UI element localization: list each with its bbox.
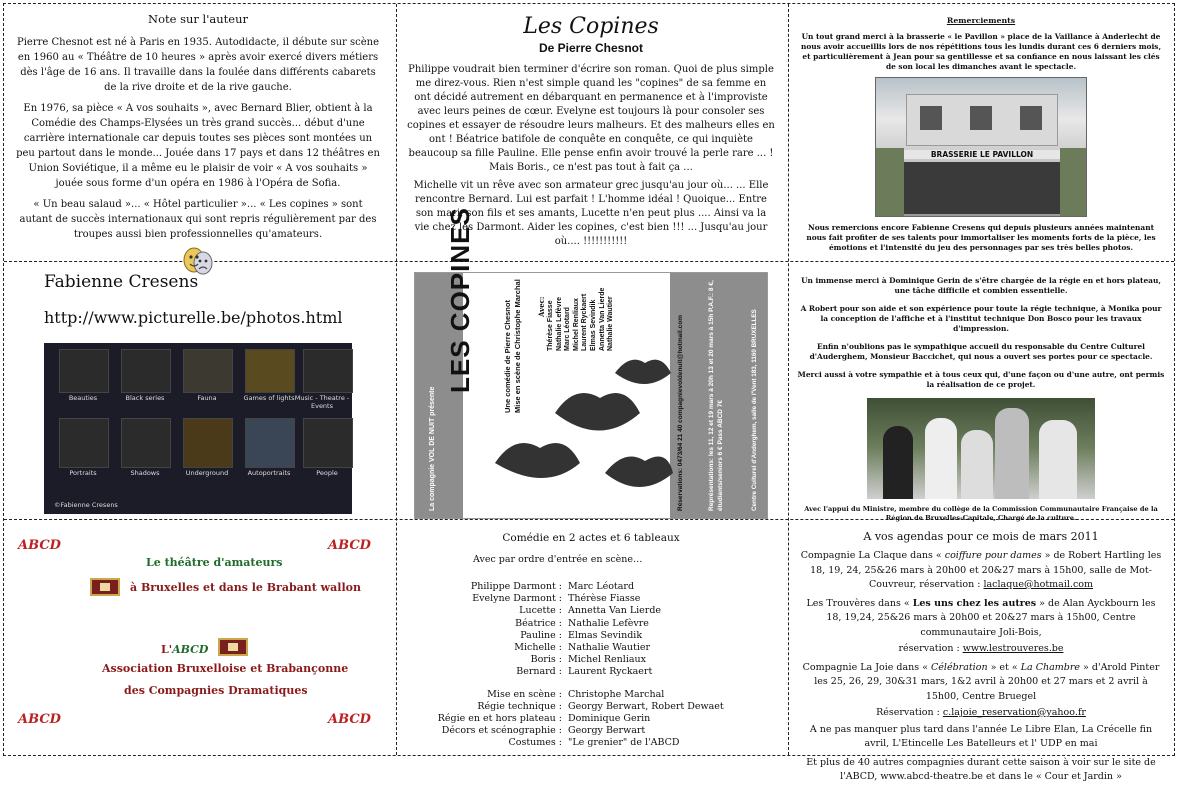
cast-actor: Elmas Sevindik xyxy=(568,629,643,641)
agenda-e3-details: » d'Arold Pinter les 25, 26, 29, 30&31 mars, 1&2 avril à 20h00 et 27 mars et 2 avril à 15h00, Centre Bruegel xyxy=(814,661,1160,702)
cast-row xyxy=(465,581,664,593)
stage-icon xyxy=(90,578,120,596)
cast-row xyxy=(465,618,664,630)
agenda-e2-play: Les uns chez les autres xyxy=(912,597,1037,609)
thumb-people xyxy=(303,418,353,468)
poster-cast-2: Marc Léotard xyxy=(564,307,572,351)
thanks-p1: Un tout grand merci à la brasserie « le Pavillon » place de la Vaillance à Anderlecht de nous avoir accueillis lors de nos répétitions tous les lundis durant ces 6 derniers mois, et particulièrement à Jean pour sa gentillesse et sa confiance en nous laissant les clés de son local les dimanches avant le spectacle. xyxy=(800,32,1162,71)
agenda-event-5: Et plus de 40 autres compagnies durant cette saison à voir sur le site de l'ABCD, www.abcd-theatre.be et dans le « Cour et Jardin » xyxy=(806,756,1156,782)
crew-role: Régie technique : xyxy=(477,700,562,712)
cast-role: Evelyne Darmont : xyxy=(472,593,562,605)
cast-table xyxy=(465,581,664,679)
thanks-title: Remerciements xyxy=(946,16,1016,25)
thumb-black-series xyxy=(121,349,171,393)
agenda-e3-email-link[interactable]: c.lajoie_reservation@yahoo.fr xyxy=(942,707,1086,718)
thanks-panel xyxy=(791,6,1171,258)
author-note-panel xyxy=(6,6,390,258)
cast-subtitle: Avec par ordre d'entrée en scène… xyxy=(473,554,643,565)
thumb-label-9: People xyxy=(316,469,338,477)
cast-role: Michelle : xyxy=(514,642,562,654)
author-note-title: Note sur l'auteur xyxy=(148,12,248,26)
agenda-panel xyxy=(791,526,1171,782)
photographer-url[interactable]: http://www.picturelle.be/photos.html xyxy=(44,308,343,327)
poster-title: LES COPINES xyxy=(445,207,475,393)
cast-role: Pauline : xyxy=(520,629,562,641)
cast-actor: Annetta Van Lierde xyxy=(568,605,662,617)
poster-reservations: Réservations: 0473/64 21 40 compagnievoldenuit@hotmail.com xyxy=(677,315,684,511)
cast-row xyxy=(465,630,664,642)
thumb-label-7: Underground xyxy=(185,469,229,477)
cast-panel xyxy=(399,526,783,752)
abcd-logo-bottom-left: ABCD xyxy=(18,712,61,727)
divider-v2 xyxy=(788,4,789,755)
crew-row xyxy=(433,725,727,737)
credits-p3: Enfin n'oublions pas le sympathique accueil du responsable du Centre Culturel d'Auderghem, Monsieur Baccichet, qui nous a ouvert ses portes pour ce spectacle. xyxy=(809,342,1153,361)
thumb-label-6: Shadows xyxy=(130,469,160,477)
cast-row xyxy=(465,593,664,605)
poster-cast-7: Nathalie Wautier xyxy=(607,296,615,351)
thumb-beauties xyxy=(59,349,109,393)
crew-table xyxy=(433,689,727,750)
cast-actor: Michel Renliaux xyxy=(568,654,646,666)
portfolio-screenshot xyxy=(44,343,352,514)
agenda-event-1 xyxy=(799,549,1163,593)
stage-icon-2 xyxy=(218,638,248,656)
agenda-title: A vos agendas pour ce mois de mars 2011 xyxy=(863,530,1099,543)
thumb-shadows xyxy=(121,418,171,468)
thumb-portraits xyxy=(59,418,109,468)
thumb-label-3: Games of lights xyxy=(243,394,295,402)
thumb-fauna xyxy=(183,349,233,393)
thanks-p2: Nous remercions encore Fabienne Cresens qui depuis plusieurs années maintenant nous fait profiter de ses talents pour immortaliser les moments forts de la pièce, les émotions et l'intensité du jeu des personnages par ses très belles photos. xyxy=(806,223,1156,252)
credits-p1: Un immense merci à Dominique Gerin de s'être chargée de la régie en et hors plateau, une tâche difficile et combien essentielle. xyxy=(801,276,1161,295)
photographer-panel xyxy=(6,266,390,518)
crew-row xyxy=(433,689,727,701)
crew-member: Georgy Berwart, Robert Dewaet xyxy=(568,700,724,712)
agenda-e3-play2: La Chambre xyxy=(1020,661,1081,673)
agenda-e2-res-label: réservation : xyxy=(898,643,963,654)
thumb-label-5: Portraits xyxy=(69,469,97,477)
agenda-event-3 xyxy=(799,661,1163,705)
divider-v1 xyxy=(396,4,397,755)
abcd-logo-top-right: ABCD xyxy=(328,538,371,553)
poster-dates: Représentations: les 11, 12 et 19 mars à 20h 13 et 20 mars à 15h P.A.F.: 8 €, étudiants/seniors 6 € Pass ABCD 7€ xyxy=(708,280,724,511)
cast-actor: Laurent Ryckaert xyxy=(568,666,653,678)
abcd-line5: des Compagnies Dramatiques xyxy=(124,684,308,697)
agenda-event-2-res xyxy=(799,642,1163,657)
crew-role: Régie en et hors plateau : xyxy=(437,713,562,725)
cast-role: Philippe Darmont : xyxy=(470,581,562,592)
crew-row xyxy=(433,713,727,725)
poster-cast-label: Avec: xyxy=(537,296,546,317)
agenda-e3-res-label: Réservation : xyxy=(876,707,943,718)
crew-role: Décors et scénographie : xyxy=(441,725,562,737)
portfolio-copyright: ©Fabienne Cresens xyxy=(54,501,118,509)
play-author: De Pierre Chesnot xyxy=(538,41,644,55)
credits-p4: Merci aussi à votre sympathie et à tous ceux qui, d'une façon ou d'une autre, ont permis la réalisation de ce projet. xyxy=(797,370,1165,389)
brasserie-photo xyxy=(875,77,1087,217)
abcd-line4: Association Bruxelloise et Brabançonne xyxy=(102,662,349,675)
crew-row xyxy=(433,737,727,749)
abcd-logo-top-left: ABCD xyxy=(18,538,61,553)
poster-cast-4: Laurent Ryckaert xyxy=(581,293,589,351)
credits-p2: A Robert pour son aide et son expérience pour toute la régie technique, à Monika pour la conception de l'affiche et à l'institut technique Don Bosco pour les travaux d'impression. xyxy=(800,304,1162,333)
photographer-name: Fabienne Cresens xyxy=(44,272,199,292)
poster-cast-list xyxy=(547,288,616,351)
crew-member: Dominique Gerin xyxy=(568,713,651,725)
cast-role: Bernard : xyxy=(516,666,562,678)
thumb-music-theatre xyxy=(303,349,353,393)
poster-cast-3: Michel Renliaux xyxy=(572,298,580,351)
author-note-p3: « Un beau salaud »... « Hôtel particulier »... « Les copines » sont autant de succès internationaux qui sont repris régulièrement par des troupes aussi bien professionnelles qu'amateurs. xyxy=(19,199,377,240)
cast-actor: Thérèse Fiasse xyxy=(568,593,641,605)
abcd-l3-prefix: L' xyxy=(161,643,173,656)
crew-role: Costumes : xyxy=(508,737,562,749)
cast-actor: Nathalie Wautier xyxy=(568,642,651,654)
cast-actor: Marc Léotard xyxy=(568,581,635,592)
agenda-e3-play1: Célébration xyxy=(931,661,988,673)
agenda-e3-sep: » et « xyxy=(987,661,1021,673)
cast-actor: Nathalie Lefèvre xyxy=(568,617,649,629)
crew-row xyxy=(433,701,727,713)
abcd-panel xyxy=(6,526,390,752)
team-photo xyxy=(867,398,1095,499)
poster-cast-1: Nathalie Lefèvre xyxy=(555,296,563,351)
author-note-p2: En 1976, sa pièce « A vos souhaits », avec Bernard Blier, obtient à la Comédie des Champs-Elysées un très grand succès... début d'une carrière internationale car depuis toutes ses pièces sont montées un peu partout dans le monde... Jouée dans 17 pays et dans 12 théâtres en Union Soviétique, il a même eu le plaisir de voir « A vos souhaits » jouée sous forme d'un opéra en 1986 à l'Opéra de Sofia. xyxy=(16,103,380,189)
abcd-line3 xyxy=(161,643,208,656)
agenda-event-3-res xyxy=(799,706,1163,721)
crew-member: "Le grenier" de l'ABCD xyxy=(568,737,680,749)
thumb-label-4: Music - Theatre - Events xyxy=(294,394,350,410)
thumb-games-of-lights xyxy=(245,349,295,393)
poster-cast-6: Annetta Van Lierde xyxy=(598,287,606,351)
thumb-underground xyxy=(183,418,233,468)
agenda-event-2 xyxy=(799,597,1163,641)
agenda-e2-details: » de Alan Ayckbourn les 18, 19,24, 25&26 mars à 20h00 et 20&27 mars à 15h00, Centre communautaire Joli-Bois, xyxy=(826,597,1156,638)
agenda-e3-text: Compagnie La Joie dans « xyxy=(802,661,932,673)
abcd-line2: à Bruxelles et dans le Brabant wallon xyxy=(130,581,361,594)
agenda-e2-text: Les Trouvères dans « xyxy=(806,597,913,609)
thumb-autoportraits xyxy=(245,418,295,468)
cast-row xyxy=(465,654,664,666)
poster-cast-0: Thérèse Fiasse xyxy=(547,300,554,351)
abcd-l3-name: ABCD xyxy=(172,643,209,656)
synopsis-p2: Michelle vit un rêve avec son armateur grec jusqu'au jour où... ... Elle rencontre Bernard. Lui est parfait ! L'homme idéal ! Quoique... Entre son mari, son fils et ses amants, Lucette n'en peut plus .... Ainsi va la vie chez les Darmont. Aider les copines, c'est bien !!! ... Jusqu'au jour où.... !!!!!!!!!!! xyxy=(413,180,769,247)
crew-role: Mise en scène : xyxy=(487,688,562,700)
cast-role: Lucette : xyxy=(519,605,562,617)
brasserie-sign: BRASSERIE LE PAVILLON xyxy=(902,150,1062,159)
crew-member: Christophe Marchal xyxy=(568,688,665,700)
cast-row xyxy=(465,642,664,654)
poster-line2: Mise en scène de Christophe Marchal xyxy=(513,279,522,413)
cast-title: Comédie en 2 actes et 6 tableaux xyxy=(502,532,680,544)
abcd-line1: Le théâtre d'amateurs xyxy=(146,556,283,569)
cast-row xyxy=(465,666,664,678)
cast-role: Béatrice : xyxy=(515,617,562,629)
thumb-label-1: Black series xyxy=(125,394,165,402)
poster-cast-5: Elmas Sevindik xyxy=(589,299,597,351)
crew-member: Georgy Berwart xyxy=(568,725,646,737)
agenda-e1-email-link[interactable]: laclaque@hotmail.com xyxy=(983,579,1093,590)
poster-company: La compagnie VOL DE NUIT présente xyxy=(429,386,436,511)
agenda-e1-text: Compagnie La Claque dans « xyxy=(800,550,945,561)
agenda-e1-details: » de Robert Hartling les 18, 19, 24, 25&26 mars à 20h00 et 20&27 mars à 15h00, salle de Mot-Couvreur, réservation : xyxy=(810,550,1162,590)
thumb-label-8: Autoportraits xyxy=(247,469,291,477)
agenda-e2-url-link[interactable]: www.lestrouveres.be xyxy=(962,643,1064,654)
poster-line1: Une comédie de Pierre Chesnot xyxy=(503,300,512,413)
play-title: Les Copines xyxy=(523,14,659,39)
credits-p5: Avec l'appui du Ministre, membre du collège de la Commission Communautaire Française de la Région de Bruxelles-Capitale, Chargé de la culture. xyxy=(804,505,1158,522)
credits-panel xyxy=(791,266,1171,522)
thumb-label-2: Fauna xyxy=(197,394,217,402)
poster-venue: Centre Culturel d'Anderghem, salle de l'Vent 183, 1160 BRUXELLES xyxy=(751,309,758,511)
agenda-event-4: A ne pas manquer plus tard dans l'année Le Libre Elan, La Crécelle fin avril, L'Etincelle Les Batelleurs et l' UDP en mai xyxy=(809,723,1153,749)
synopsis-p1: Philippe voudrait bien terminer d'écrire son roman. Quoi de plus simple me direz-vous. Rien n'est simple quand les "copines" de sa femme en ont décidé autrement en débarquant en permanence et à l'improviste avec leurs peines de cœur. Evelyne est toujours là pour consoler ses copines et essayer de résoudre leurs malheurs. Et des malheurs elles en ont ! Béatrice batifole de conquête en conquête, ce qui inquiète beaucoup sa fille Pauline. Elle pense enfin avoir trouvé la perle rare ... ! Mais Boris., ce n'est pas tout à fait ça ... xyxy=(407,64,775,173)
agenda-e1-play: coiffure pour dames xyxy=(944,550,1042,561)
cast-role: Boris : xyxy=(530,654,562,666)
author-note-p1: Pierre Chesnot est né à Paris en 1935. Autodidacte, il débute sur scène en 1960 au « Théâtre de 10 heures » après avoir exercé divers métiers dès l'âge de 16 ans. Il travaille dans la foulée dans différents cabarets de la rive droite et de la rive gauche. xyxy=(16,37,380,93)
cast-row xyxy=(465,605,664,617)
abcd-logo-bottom-right: ABCD xyxy=(328,712,371,727)
thumb-label-0: Beauties xyxy=(68,394,98,402)
